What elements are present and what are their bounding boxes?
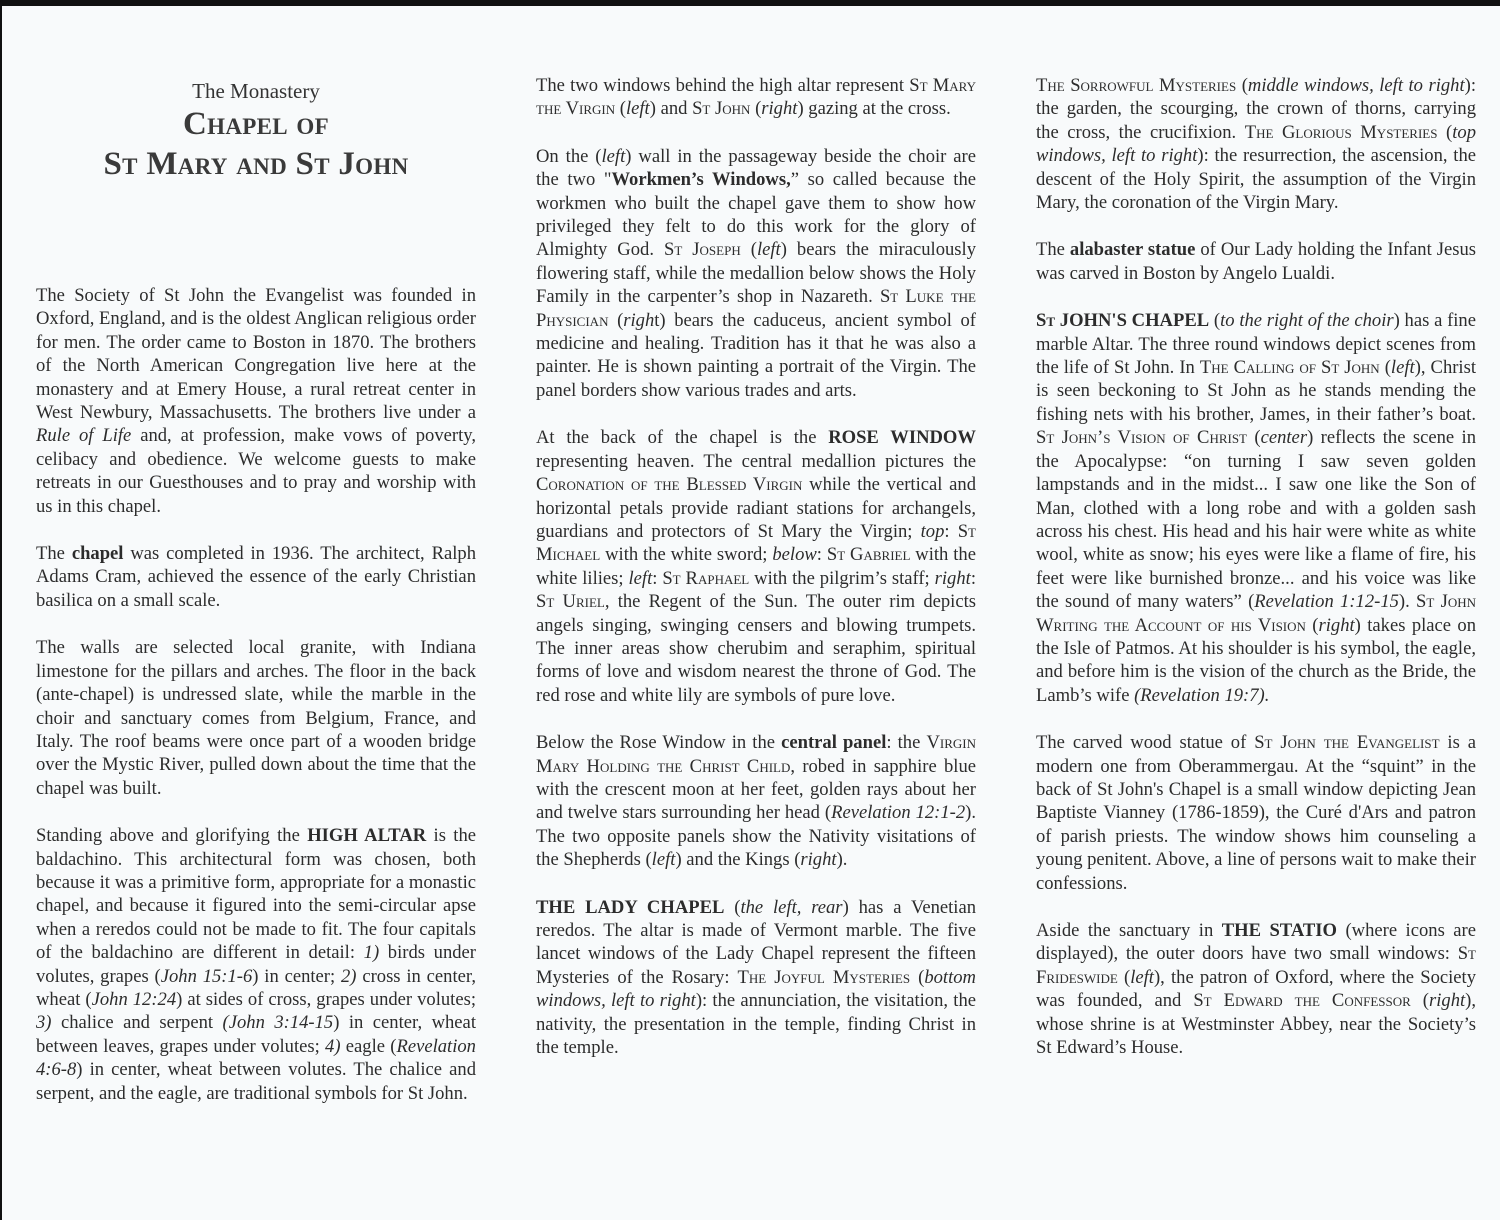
italic-text: left (756, 239, 781, 261)
page-title-line-1: Chapel of (183, 106, 329, 142)
italic-text: the left, rear (740, 896, 843, 918)
text-run: with the white sword; (600, 544, 773, 566)
text-run: ) has a fine marble Altar. The three round windows depict scenes from the life of St John. In (1036, 310, 1476, 379)
text-run: cross in center, wheat ( (36, 965, 476, 1010)
paragraph (36, 824, 476, 1105)
text-run: , the Regent of the Sun. The outer rim depicts angels singing, swinging censers and blowing trumpets. The inner areas show cherubim and seraphim, spiritual forms of love and wisdom nearest the throne of God. The red rose and white lily are symbols of pure love. (536, 591, 976, 706)
text-run: of Our Lady holding the Infant Jesus was carved in Boston by Angelo Lualdi. (1036, 239, 1476, 284)
smallcaps-text: St John (692, 98, 751, 120)
text-run: : (970, 567, 976, 589)
smallcaps-text: St Uriel (536, 591, 605, 613)
text-run: ) gazing at the cross. (797, 98, 951, 120)
smallcaps-text: Coronation of the Blessed Virgin (536, 474, 803, 496)
text-run: ( (910, 966, 925, 988)
smallcaps-text: St Michael (536, 520, 976, 566)
text-run: ) at sides of cross, grapes under volutes; (176, 988, 476, 1010)
text-run: ), whose shrine is at Westminster Abbey, near the Society’s St Edward’s House. (1036, 990, 1477, 1059)
text-run: with the white lilies; (536, 544, 976, 589)
text-run: ( (1379, 357, 1391, 379)
italic-text: left (1390, 357, 1415, 379)
text-run: ” so called because the workmen who built the chapel gave them to show how privileged they felt to do this work for the glory of Almighty God. (536, 169, 976, 261)
text-run: ( (1410, 990, 1429, 1012)
smallcaps-text: The Calling of St John (1199, 357, 1380, 379)
title-block (36, 78, 476, 184)
smallcaps-text: St Frideswide (1036, 943, 1476, 988)
italic-text: right (1318, 614, 1355, 636)
smallcaps-text: St Joseph (664, 239, 741, 261)
bold-text: Workmen’s Windows, (611, 169, 791, 191)
text-column-3 (1036, 74, 1476, 1083)
paragraph (1036, 919, 1476, 1059)
bold-text: ROSE WINDOW (828, 427, 976, 449)
text-run: Aside the sanctuary in (1036, 920, 1222, 941)
text-run: The (36, 543, 72, 565)
text-run: with the pilgrim’s staff; (749, 567, 935, 589)
text-run: Below the Rose Window in the (536, 732, 782, 754)
text-run: eagle ( (340, 1035, 397, 1057)
smallcaps-text: St Gabriel (826, 544, 911, 566)
text-run: ) reflects the scene in the Apocalypse: “on turning I saw seven golden lampstands and in the midst... I saw one like the Son of Man, clothed with a long robe and with a golden sash across his chest. His head and his hair were white as white wool, white as snow; his eyes were like a flame of fire, his feet were like burnished bronze... and his voice was like the sound of many waters” ( (1036, 427, 1476, 613)
smallcaps-text: St John Writing the Account of his Vision (1036, 591, 1476, 636)
text-run: ( (1247, 427, 1261, 449)
text-column-1 (36, 284, 476, 1129)
bold-text: chapel (71, 543, 124, 565)
text-run: ) in center; (252, 965, 341, 987)
paragraph (1036, 309, 1476, 707)
text-run: : (652, 567, 663, 589)
italic-text: to the right of the choir (1220, 310, 1394, 332)
text-run: is the baldachino. This architectural form was chosen, both because it was a primitive form, appropriate for a monastic chapel, and because it figured into the semi-circular apse when a reredos could not be made to fit. The four capitals of the baldachino are different in detail: (36, 825, 476, 964)
text-run: The Society of St John the Evangelist was founded in Oxford, England, and is the oldest Anglican religious order for men. The order came to Boston in 1870. The brothers of the North American Congregation live here at the monastery and at Emery House, a rural retreat center in West Newbury, Massachusetts. The brothers live under a (36, 285, 476, 424)
bold-text: central panel (781, 732, 887, 754)
text-run: t) bears the caduceus, ancient symbol of medicine and healing. Tradition has it that he was also a painter. He is shown painting a portrait of the Virgin. The panel borders show various trades and arts. (536, 309, 976, 401)
paragraph (36, 284, 476, 518)
text-run: The (1036, 239, 1070, 261)
bold-smallcaps-text: St (1036, 310, 1060, 332)
italic-text: 2) (341, 965, 357, 987)
page-title-line-2: St Mary and St John (103, 146, 409, 182)
text-run: The two windows behind the high altar represent (536, 75, 910, 96)
text-run: ( (608, 309, 624, 331)
italic-text: 3) (36, 1012, 52, 1034)
italic-text: top (920, 520, 945, 542)
text-run: ) and (649, 98, 693, 120)
text-run: ), the patron of Oxford, where the Society was founded, and (1036, 966, 1476, 1012)
italic-text: center (1260, 427, 1308, 449)
text-run: ). The two opposite panels show the Nativity visitations of the Shepherds ( (536, 802, 976, 871)
italic-text: righ (623, 309, 655, 331)
italic-text: left (601, 145, 626, 167)
italic-text: top windows, left to right (1036, 121, 1476, 167)
text-run: ( (1437, 121, 1453, 143)
text-run: while the vertical and horizontal petals provide radiant stations for archangels, guardians and protectors of St Mary the Virgin; (536, 474, 976, 542)
bold-text: HIGH ALTAR (307, 825, 427, 847)
smallcaps-text: The Joyful Mysteries (737, 966, 911, 988)
text-run: ), Christ is seen beckoning to St John as he stands mending the fishing nets with his brother, James, in their father’s boat. (1036, 357, 1477, 425)
smallcaps-text: Virgin Mary Holding the Christ Child (536, 732, 976, 777)
italic-text: John 12:24 (91, 988, 177, 1010)
text-run: ( (1117, 966, 1131, 988)
text-run: The carved wood statue of (1036, 732, 1255, 754)
text-run: ( (724, 896, 741, 918)
italic-text: middle windows, left to right (1247, 75, 1465, 96)
italic-text: Revelation 4:6-8 (36, 1035, 476, 1081)
italic-text: left (651, 849, 676, 871)
text-run: ): the resurrection, the ascension, the descent of the Holy Spirit, the assumption of the Virgin Mary, the coronation of the Virgin Mary. (1036, 145, 1476, 214)
text-run: Standing above and glorifying the (36, 825, 308, 847)
paragraph (536, 731, 976, 871)
italic-text: Revelation 12:1-2 (831, 802, 966, 824)
italic-text: left (625, 98, 650, 120)
text-run: : the (886, 732, 927, 754)
text-run: ( (1209, 310, 1221, 332)
smallcaps-text: St Mary the Virgin (536, 75, 976, 120)
text-column-2 (536, 74, 976, 1083)
text-run: ): the garden, the scourging, the crown of thorns, carrying the cross, the crucifixion. (1036, 75, 1476, 143)
text-run: ). (1398, 591, 1417, 613)
bold-text: THE STATIO (1221, 920, 1337, 941)
brochure-page (2, 6, 1500, 1220)
text-run: is a modern one from Oberammergau. At the “squint” in the back of St John's Chapel is a small window depicting Jean Baptiste Vianney (1786-1859), the Curé d'Ars and patron of parish priests. The window shows him counseling a young penitent. Above, a line of persons wait to make their confessions. (1036, 732, 1476, 894)
italic-text: Revelation 1:12-15 (1254, 591, 1399, 613)
italic-text: left (628, 567, 653, 589)
paragraph (36, 542, 476, 612)
italic-text: right (1429, 990, 1466, 1012)
smallcaps-text: St John’s Vision of Christ (1036, 427, 1247, 449)
italic-text: 4) (325, 1035, 341, 1057)
italic-text: (Revelation 19:7). (1134, 684, 1270, 706)
paragraph (36, 636, 476, 800)
text-run: ( (1236, 75, 1248, 96)
text-run: ) wall in the passageway beside the choir are the two " (536, 145, 976, 191)
text-run: ) has a Venetian reredos. The altar is made of Vermont marble. The five lancet windows of the Lady Chapel represent the fifteen Mysteries of the Rosary: (536, 896, 977, 988)
text-run: The walls are selected local granite, with Indiana limestone for the pillars and arches. The floor in the back (ante-chapel) is undressed slate, while the marble in the choir and sanctuary comes from Belgium, France, and Italy. The roof beams were once part of a wooden bridge over the Mystic River, pulled down about the time that the chapel was built. (36, 637, 476, 799)
italic-text: John 15:1-6 (160, 965, 253, 987)
paragraph (536, 896, 976, 1060)
italic-text: 1) (363, 942, 380, 964)
smallcaps-text: The Glorious Mysteries (1244, 121, 1438, 143)
text-run: ( (750, 98, 762, 120)
italic-text: below (772, 544, 817, 566)
italic-text: right (934, 567, 971, 589)
text-run: ( (1305, 614, 1319, 636)
italic-text: Rule of Life (36, 425, 132, 447)
smallcaps-text: St Luke the Physician (536, 286, 976, 331)
bold-text: THE LADY CHAPEL (536, 896, 725, 918)
text-run: : (944, 520, 958, 542)
paragraph (1036, 731, 1476, 895)
smallcaps-text: The Sorrowful Mysteries (1036, 75, 1237, 96)
text-run: ) in center, wheat between leaves, grapes under volutes; (36, 1012, 476, 1057)
smallcaps-text: St Raphael (662, 567, 750, 589)
text-run: At the back of the chapel is the (536, 427, 829, 449)
text-run: On the ( (536, 145, 602, 167)
italic-text: right (761, 98, 798, 120)
italic-text: (John 3:14-15 (222, 1012, 334, 1034)
text-run: birds under volutes, grapes ( (36, 942, 476, 987)
text-run: : (816, 544, 827, 566)
text-run: chalice and serpent (51, 1012, 223, 1034)
text-run: representing heaven. The central medallion pictures the (536, 450, 976, 472)
text-run: , robed in sapphire blue with the crescent moon at her feet, golden rays about her and twelve stars surrounding her head ( (536, 755, 976, 824)
text-run: ) takes place on the Isle of Patmos. At his shoulder is his symbol, the eagle, and before him is the vision of the church as the Bride, the Lamb’s wife (1036, 614, 1477, 706)
text-run: ). (836, 849, 848, 871)
smallcaps-text: St John the Evangelist (1254, 732, 1440, 754)
italic-text: bottom windows, left to right (536, 966, 976, 1012)
text-run: ( (615, 98, 626, 120)
bold-text: JOHN'S CHAPEL (1059, 310, 1210, 332)
paragraph (536, 74, 976, 121)
text-run: ( (740, 239, 757, 261)
text-run: ) bears the miraculously flowering staff, while the medallion below shows the Holy Family in the carpenter’s shop in Nazareth. (536, 239, 976, 308)
text-run: and, at profession, make vows of poverty, celibacy and obedience. We welcome guests to make retreats in our Guesthouses and to pray and worship with us in this chapel. (36, 425, 476, 517)
smallcaps-text: St Edward the Confessor (1193, 990, 1411, 1012)
paragraph (1036, 74, 1476, 214)
paragraph (536, 145, 976, 402)
text-run: (where icons are displayed), the outer doors have two small windows: (1036, 920, 1476, 965)
text-run: ) in center, wheat between volutes. The chalice and serpent, and the eagle, are traditional symbols for St John. (36, 1059, 476, 1104)
bold-text: alabaster statue (1069, 239, 1196, 261)
kicker: The Monastery (192, 79, 320, 103)
text-run: ) and the Kings ( (675, 849, 801, 871)
italic-text: right (800, 849, 837, 871)
text-run: ): the annunciation, the visitation, the nativity, the presentation in the temple, finding Christ in the temple. (536, 990, 976, 1059)
text-run: was completed in 1936. The architect, Ralph Adams Cram, achieved the essence of the early Christian basilica on a small scale. (36, 543, 476, 611)
paragraph (1036, 238, 1476, 285)
italic-text: left (1130, 966, 1154, 988)
paragraph (536, 426, 976, 707)
